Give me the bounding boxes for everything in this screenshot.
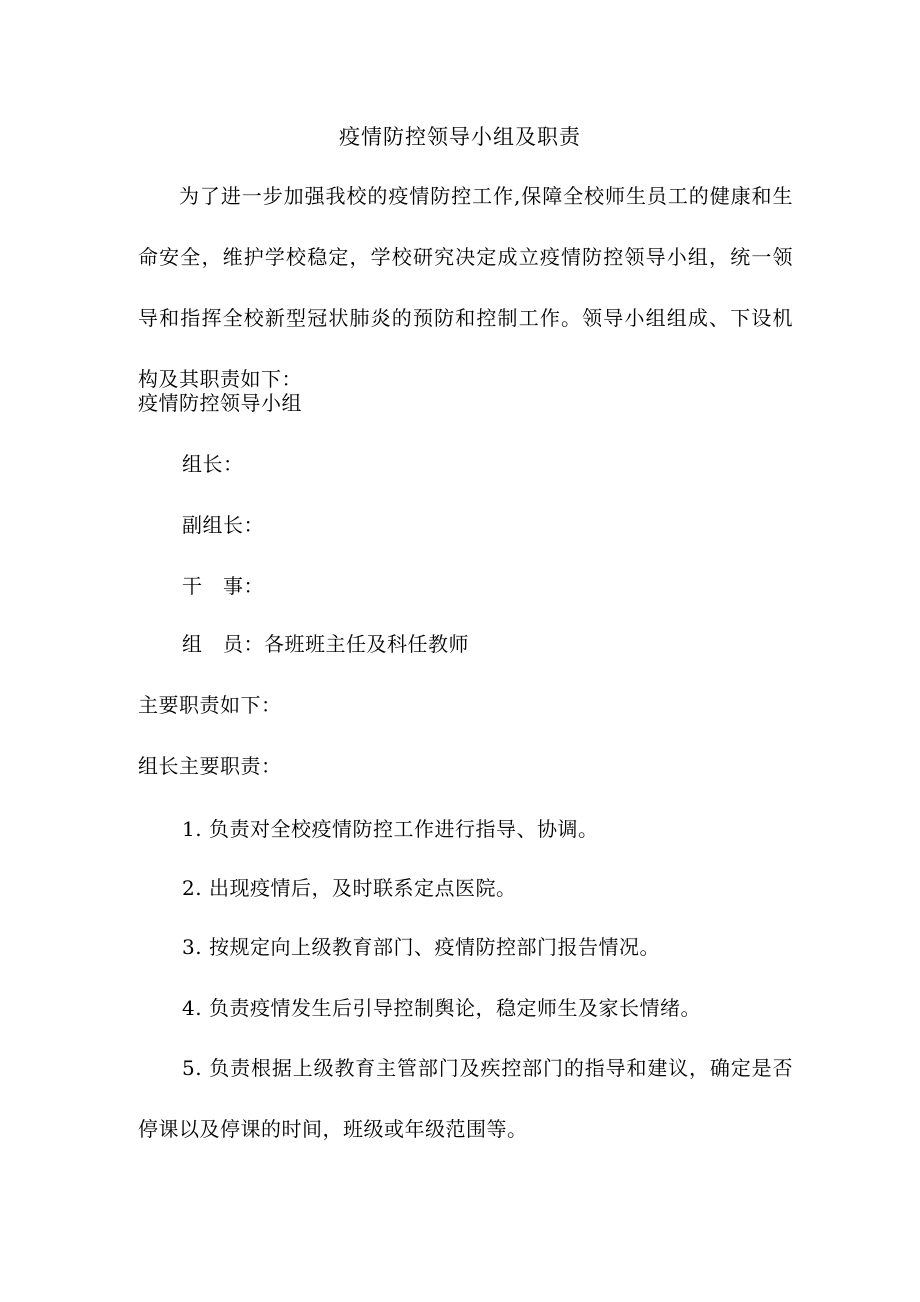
member-officer: 干 事：	[182, 574, 264, 598]
leader-duty-item: 4. 负责疫情发生后引导控制舆论，稳定师生及家长情绪。	[182, 996, 701, 1020]
document-title: 疫情防控领导小组及职责	[339, 125, 581, 149]
leader-duties-heading: 组长主要职责：	[138, 754, 282, 778]
leader-duty-item: 2. 出现疫情后，及时联系定点医院。	[182, 876, 517, 900]
member-staff: 组 员：各班班主任及科任教师	[182, 632, 469, 656]
intro-section	[138, 166, 793, 410]
duties-heading: 主要职责如下：	[138, 693, 282, 717]
member-leader: 组长：	[182, 452, 244, 476]
member-deputy-leader: 副组长：	[182, 513, 264, 537]
leader-duty-item: 5. 负责根据上级教育主管部门及疾控部门的指导和建议，确定是否停课以及停课的时间，班级或年级范围等。	[138, 1056, 793, 1141]
intro-paragraph: 为了进一步加强我校的疫情防控工作,保障全校师生员工的健康和生命安全，维护学校稳定，学校研究决定成立疫情防控领导小组，统一领导和指挥全校新型冠状肺炎的预防和控制工作。领导小组组成、下设机构及其职责如下：	[138, 184, 793, 391]
leader-duty-item: 3. 按规定向上级教育部门、疫情防控部门报告情况。	[182, 935, 660, 959]
leader-duty-item: 1. 负责对全校疫情防控工作进行指导、协调。	[182, 817, 599, 841]
group-heading: 疫情防控领导小组	[138, 391, 302, 415]
